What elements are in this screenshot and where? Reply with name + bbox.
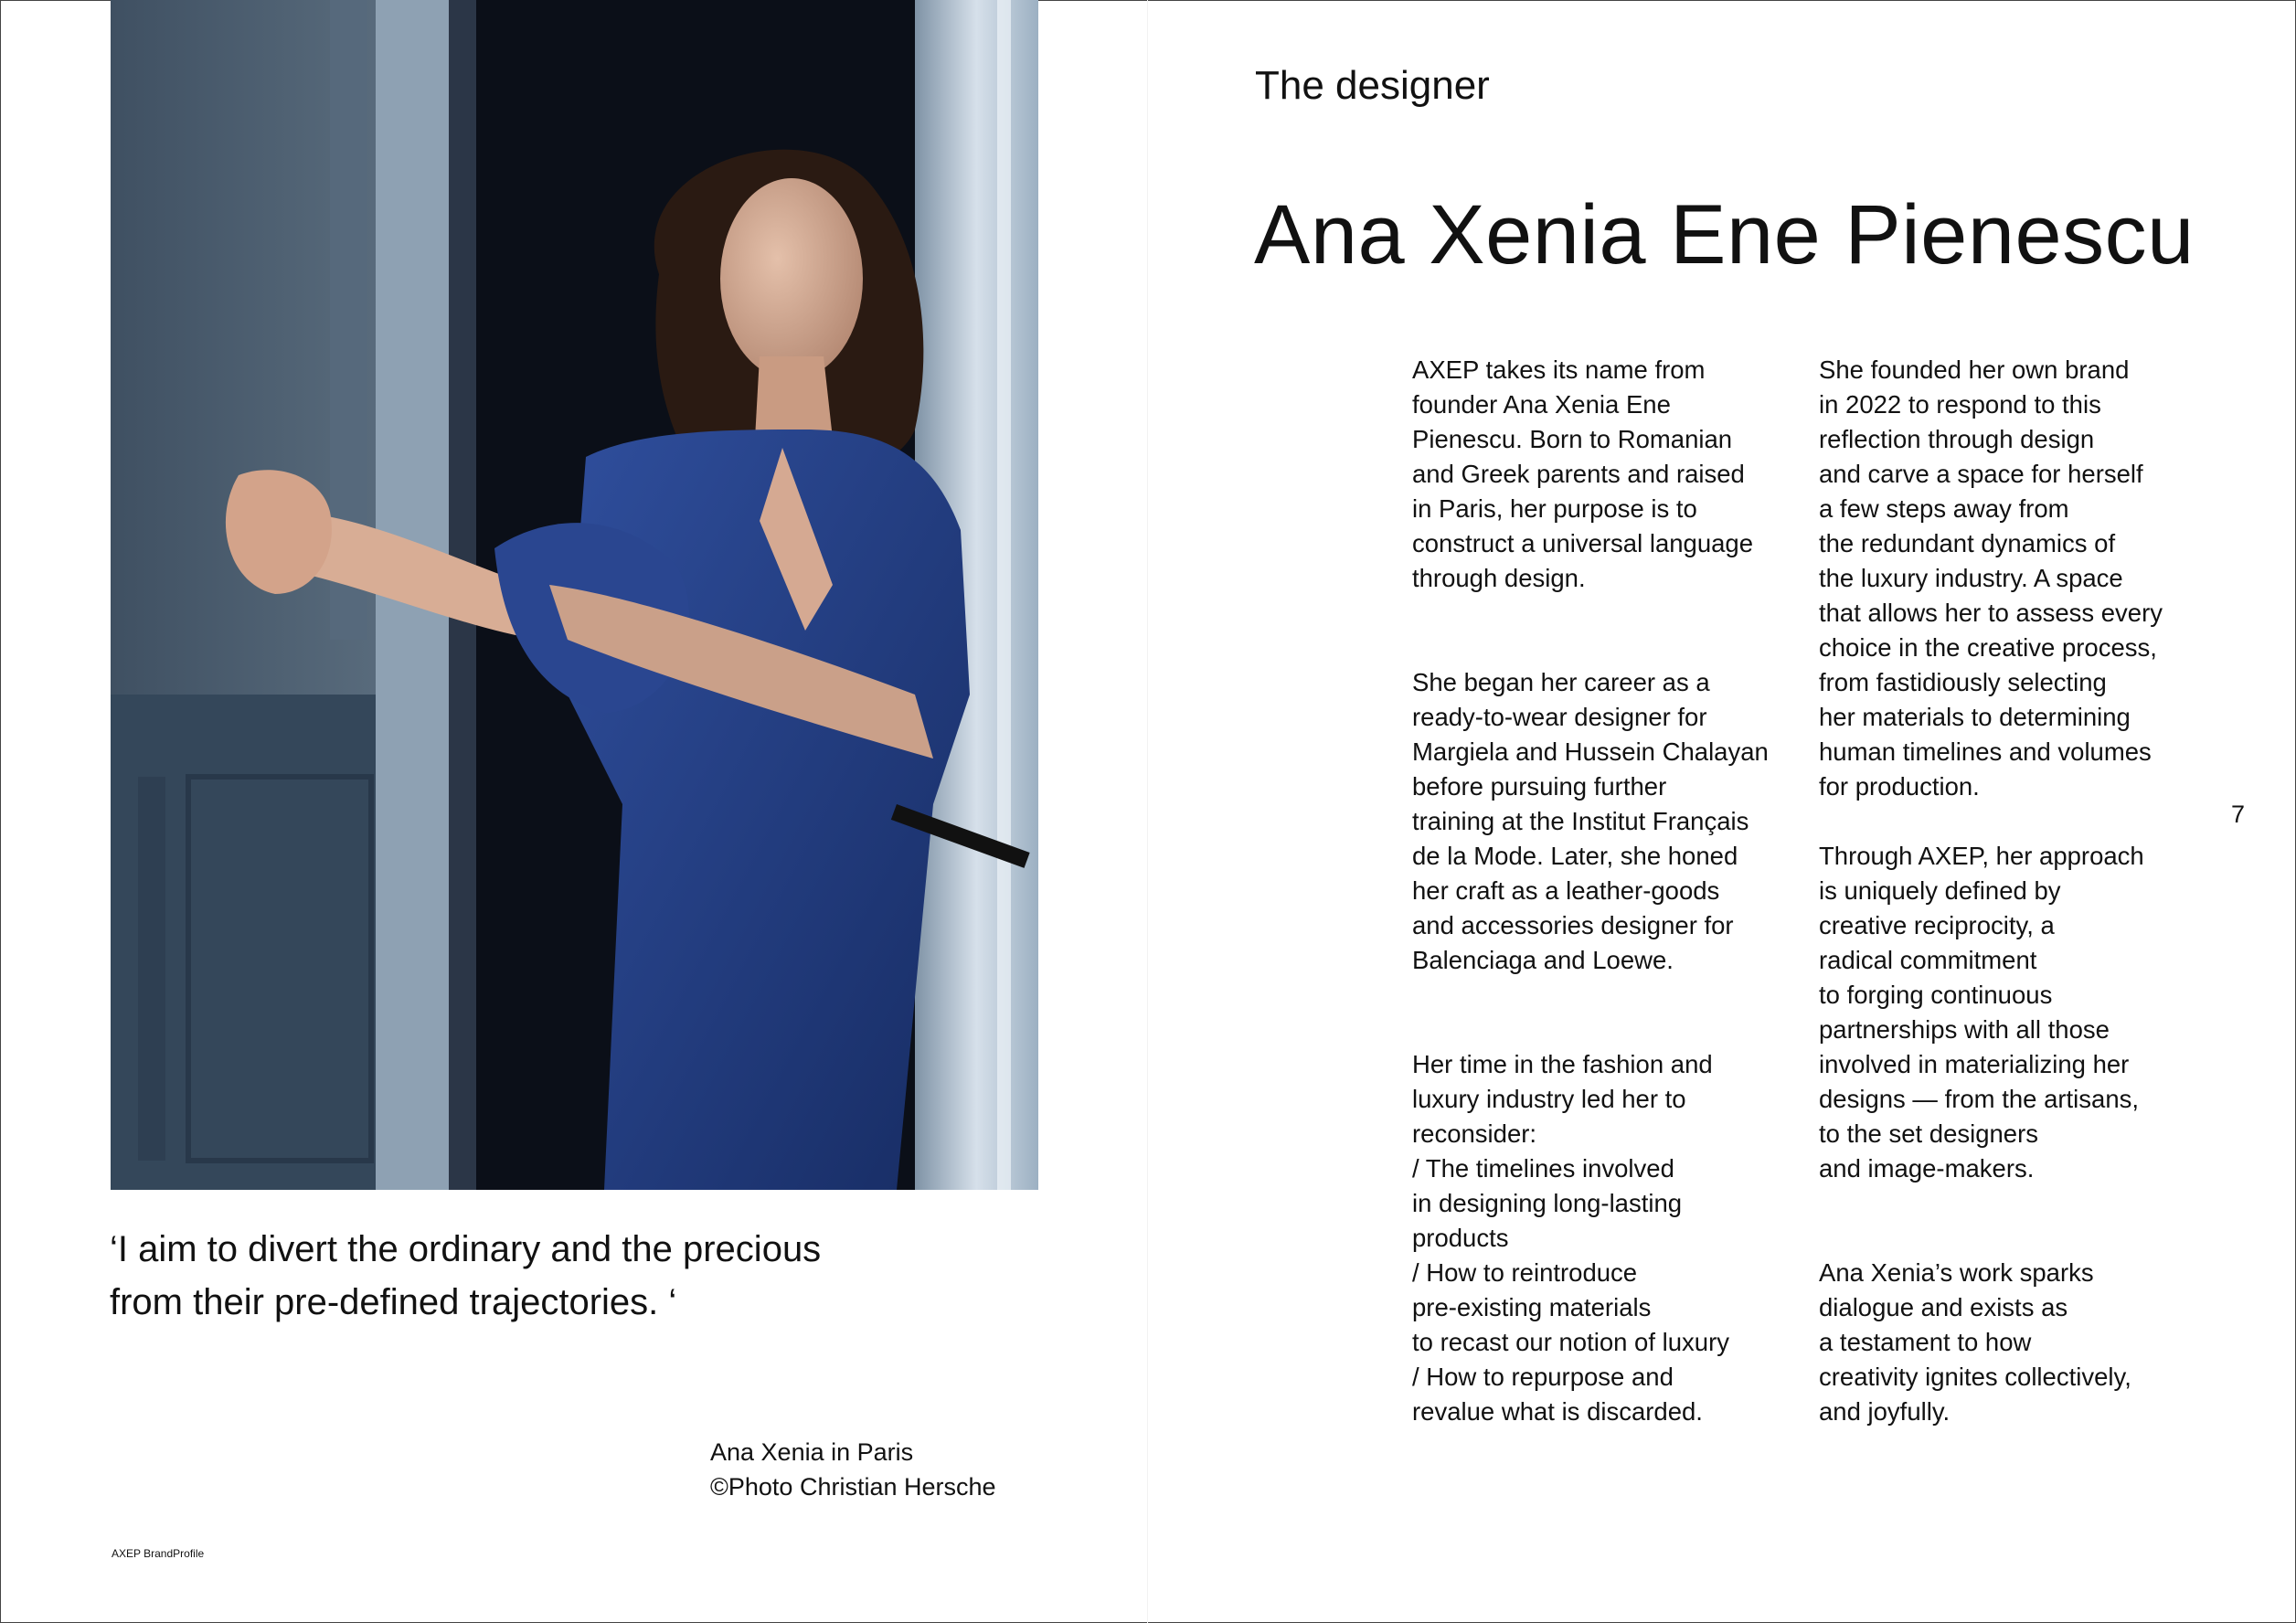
text-line: a few steps away from [1819,494,2069,523]
text-line: creative reciprocity, a [1819,911,2055,939]
text-line: ready-to-wear designer for [1412,703,1707,731]
caption-line: Ana Xenia in Paris [710,1438,914,1466]
text-line: partnerships with all those [1819,1015,2110,1044]
text-line: revalue what is discarded. [1412,1397,1703,1426]
page-number: 7 [2231,801,2246,828]
text-line: a testament to how [1819,1328,2032,1356]
text-line: Her time in the fashion and [1412,1050,1713,1078]
text-line: to recast our notion of luxury [1412,1328,1729,1356]
text-line: in 2022 to respond to this [1819,390,2101,419]
text-line: Pienescu. Born to Romanian [1412,425,1733,453]
body-column-right [1819,353,2221,1429]
designer-name-heading: Ana Xenia Ene Pienescu [1254,188,2195,281]
text-line: products [1412,1224,1509,1252]
text-line: and Greek parents and raised [1412,460,1745,488]
text-line: to the set designers [1819,1119,2039,1148]
text-line: for production. [1819,772,1980,801]
text-line: and accessories designer for [1412,911,1734,939]
text-line: She began her career as a [1412,668,1710,696]
text-line: training at the Institut Français [1412,807,1749,835]
body-paragraph [1819,1256,2221,1429]
text-line: reconsider: [1412,1119,1537,1148]
text-line: Through AXEP, her approach [1819,842,2144,870]
text-line: dialogue and exists as [1819,1293,2068,1321]
text-line: human timelines and volumes [1819,737,2152,766]
text-line: pre-existing materials [1412,1293,1652,1321]
text-line: that allows her to assess every [1819,599,2163,627]
text-line: She founded her own brand [1819,355,2130,384]
text-line: Balenciaga and Loewe. [1412,946,1674,974]
text-line: AXEP takes its name from [1412,355,1706,384]
text-line: in designing long-lasting [1412,1189,1683,1217]
text-line: construct a universal language [1412,529,1754,557]
text-line: luxury industry led her to [1412,1085,1686,1113]
footer-brand-label: AXEP BrandProfile [112,1547,205,1560]
caption-line: ©Photo Christian Hersche [710,1473,996,1501]
text-line: designs — from the artisans, [1819,1085,2140,1113]
text-line: and carve a space for herself [1819,460,2143,488]
text-line: radical commitment [1819,946,2037,974]
text-line: Margiela and Hussein Chalayan [1412,737,1769,766]
text-line: founder Ana Xenia Ene [1412,390,1671,419]
body-paragraph [1819,353,2221,804]
designer-portrait-photo [111,0,1038,1190]
text-line: her materials to determining [1819,703,2131,731]
page-spine [1147,0,1148,1623]
text-line: choice in the creative process, [1819,633,2157,662]
text-line: through design. [1412,564,1586,592]
body-paragraph [1412,1047,1805,1429]
text-line: / The timelines involved [1412,1154,1674,1183]
text-line: Ana Xenia’s work sparks [1819,1258,2094,1287]
body-paragraph [1412,665,1805,978]
text-line: her craft as a leather-goods [1412,876,1720,905]
text-line: from fastidiously selecting [1819,668,2107,696]
text-line: creativity ignites collectively, [1819,1363,2131,1391]
body-paragraph [1412,353,1805,596]
text-line: reflection through design [1819,425,2095,453]
text-line: / How to reintroduce [1412,1258,1638,1287]
text-line: the luxury industry. A space [1819,564,2123,592]
text-line: is uniquely defined by [1819,876,2061,905]
section-label: The designer [1255,63,1490,108]
pull-quote [110,1223,1005,1329]
text-line: de la Mode. Later, she honed [1412,842,1738,870]
body-paragraph [1819,839,2221,1186]
quote-line: ‘I aim to divert the ordinary and the precious [110,1229,822,1269]
text-line: involved in materializing her [1819,1050,2130,1078]
text-line: the redundant dynamics of [1819,529,2116,557]
text-line: / How to repurpose and [1412,1363,1674,1391]
portrait-illustration [111,0,1038,1190]
text-line: in Paris, her purpose is to [1412,494,1697,523]
quote-line: from their pre-defined trajectories. ‘ [110,1282,677,1322]
photo-caption [710,1435,996,1504]
body-column-left [1412,353,1805,1429]
text-line: before pursuing further [1412,772,1667,801]
text-line: to forging continuous [1819,981,2053,1009]
text-line: and joyfully. [1819,1397,1951,1426]
text-line: and image-makers. [1819,1154,2035,1183]
